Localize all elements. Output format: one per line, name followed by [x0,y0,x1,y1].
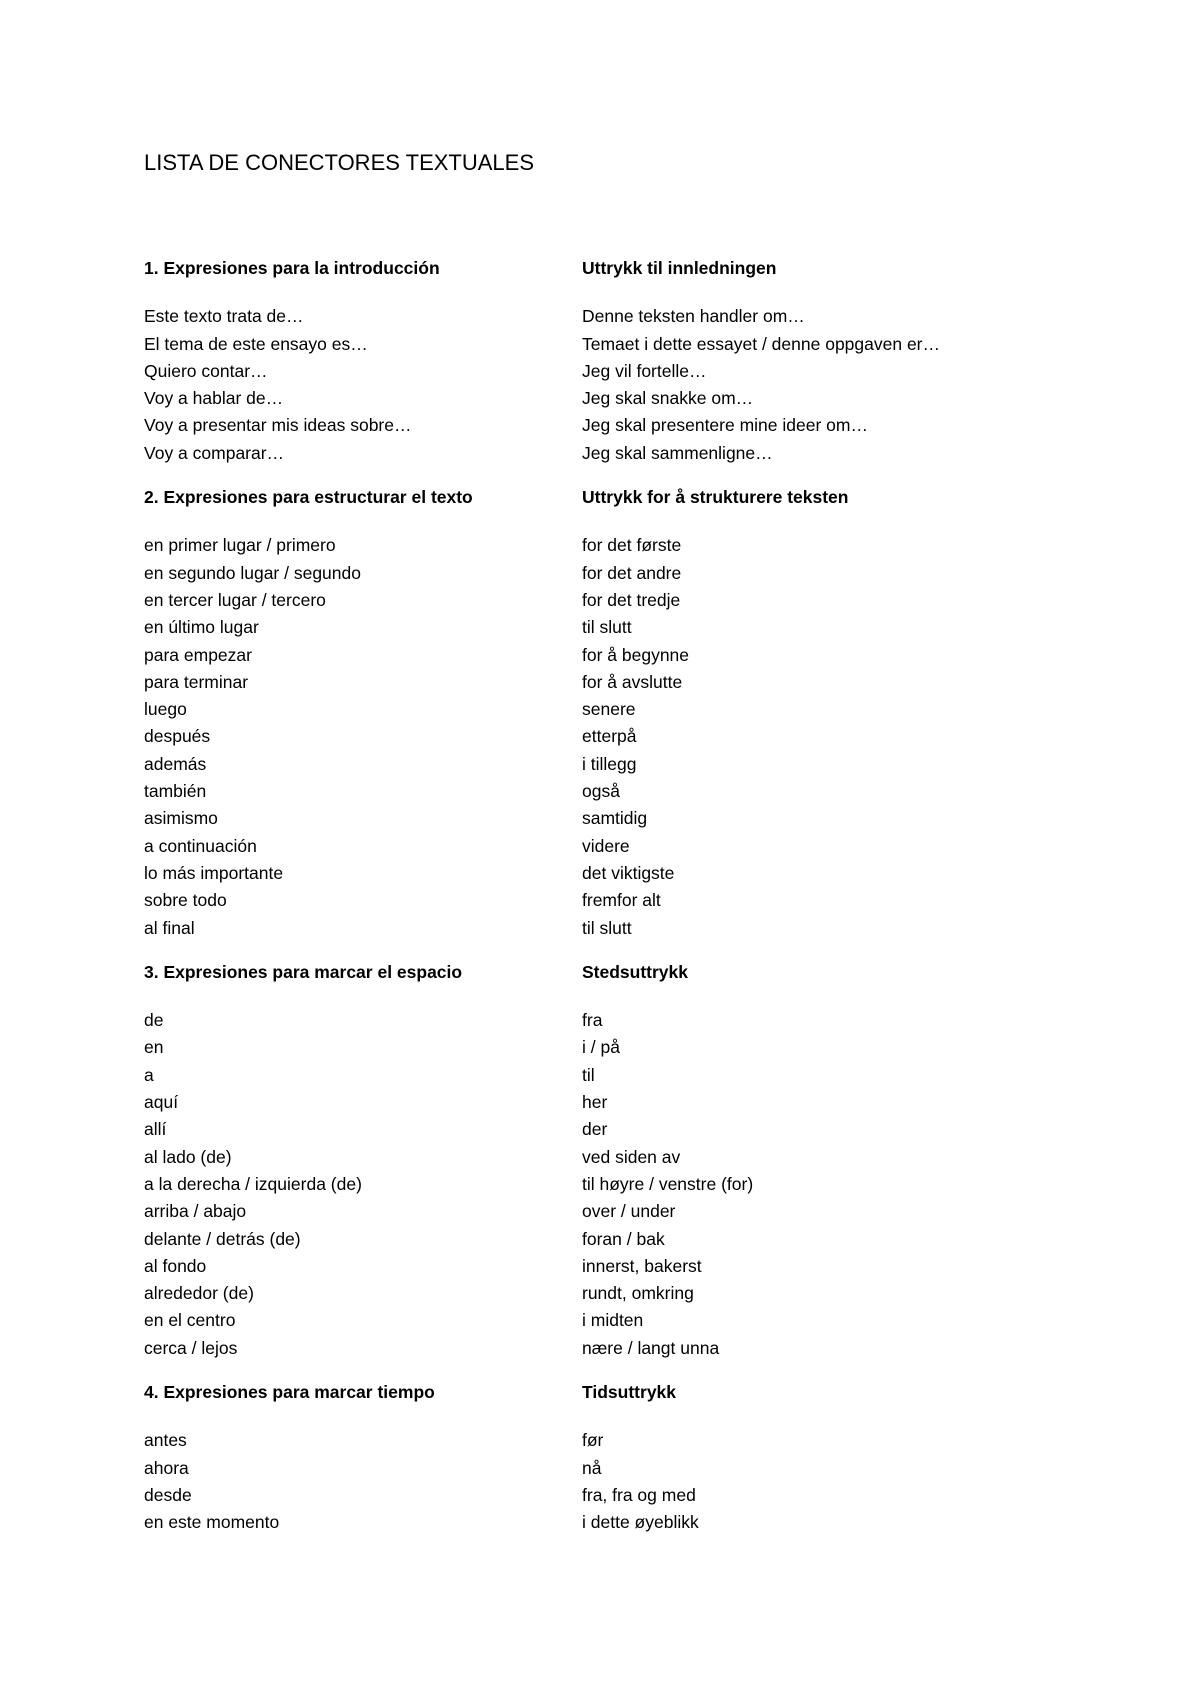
section-3 [144,959,1144,1362]
connector-spanish: al lado (de) [144,1146,232,1167]
connector-norwegian: videre [582,835,630,856]
section-heading-spanish: 2. Expresiones para estructurar el texto [144,487,473,508]
connector-spanish: a continuación [144,835,257,856]
connector-norwegian: etterpå [582,726,637,747]
connector-norwegian: Denne teksten handler om… [582,306,805,327]
connector-norwegian: for å begynne [582,644,690,665]
connector-norwegian: for å avslutte [582,671,683,692]
connector-spanish: Este texto trata de… [144,306,304,327]
connector-spanish: al fondo [144,1255,207,1276]
connector-spanish: El tema de este ensayo es… [144,333,368,354]
connector-norwegian: innerst, bakerst [582,1255,702,1276]
connector-norwegian: Jeg skal presentere mine ideer om… [582,415,868,436]
connector-spanish: en [144,1037,164,1058]
connector-row [144,1144,1144,1171]
connector-row [144,860,1144,887]
connector-norwegian: over / under [582,1201,676,1222]
connector-norwegian: fra, fra og med [582,1484,696,1505]
connector-row [144,1116,1144,1143]
connector-spanish: Voy a hablar de… [144,388,284,409]
connector-row [144,532,1144,559]
connector-row [144,331,1144,358]
connector-spanish: en tercer lugar / tercero [144,589,326,610]
section-heading-norwegian: Tidsuttrykk [582,1381,677,1402]
connector-row [144,915,1144,942]
connector-row [144,560,1144,587]
connector-norwegian: Jeg vil fortelle… [582,360,707,381]
section-4 [144,1379,1144,1536]
connector-spanish: antes [144,1430,187,1451]
connector-row [144,1427,1144,1454]
connector-norwegian: rundt, omkring [582,1283,694,1304]
connector-row [144,751,1144,778]
connector-norwegian: for det tredje [582,589,681,610]
section-heading-norwegian: Uttrykk til innledningen [582,258,777,278]
connector-row [144,358,1144,385]
connector-norwegian: i dette øyeblikk [582,1512,699,1533]
section-heading-row [144,255,1144,282]
connector-row [144,1198,1144,1225]
connector-row [144,1007,1144,1034]
connector-norwegian: for det første [582,535,682,556]
connector-norwegian: i tillegg [582,753,637,774]
connector-sections [144,255,1144,1553]
connector-spanish: a la derecha / izquierda (de) [144,1173,362,1194]
connector-row [144,642,1144,669]
connector-spanish: luego [144,699,187,720]
connector-row [144,1089,1144,1116]
connector-row [144,1509,1144,1536]
connector-row [144,805,1144,832]
connector-spanish: cerca / lejos [144,1337,238,1358]
connector-norwegian: til slutt [582,917,632,938]
connector-norwegian: ved siden av [582,1146,681,1167]
section-2 [144,484,1144,942]
section-heading-norwegian: Uttrykk for å strukturere teksten [582,487,849,508]
connector-row [144,1307,1144,1334]
connector-spanish: aquí [144,1092,179,1113]
connector-spanish: arriba / abajo [144,1201,247,1222]
connector-spanish: a [144,1064,154,1085]
connector-norwegian: fremfor alt [582,890,661,911]
connector-norwegian: nå [582,1457,602,1478]
connector-spanish: en segundo lugar / segundo [144,562,361,583]
connector-norwegian: også [582,781,620,802]
connector-spanish: además [144,753,207,774]
connector-spanish: Voy a comparar… [144,442,285,463]
connector-row [144,887,1144,914]
connector-spanish: en último lugar [144,617,259,638]
connector-norwegian: det viktigste [582,862,675,883]
connector-row [144,614,1144,641]
connector-norwegian: Jeg skal snakke om… [582,388,754,409]
connector-row [144,1253,1144,1280]
section-heading-spanish: 1. Expresiones para la introducción [144,258,440,278]
connector-spanish: al final [144,917,195,938]
connector-spanish: en este momento [144,1512,280,1533]
connector-spanish: en el centro [144,1310,236,1331]
connector-row [144,1280,1144,1307]
connector-norwegian: Jeg skal sammenligne… [582,442,773,463]
connector-row [144,385,1144,412]
connector-norwegian: i / på [582,1037,620,1058]
document-title: LISTA DE CONECTORES TEXTUALES [144,150,534,175]
section-heading-row [144,484,1144,511]
connector-norwegian: til slutt [582,617,632,638]
connector-norwegian: samtidig [582,808,648,829]
connector-norwegian: før [582,1430,604,1451]
connector-spanish: desde [144,1484,192,1505]
connector-norwegian: fra [582,1010,603,1031]
connector-norwegian: i midten [582,1310,644,1331]
connector-row [144,1062,1144,1089]
connector-spanish: para empezar [144,644,252,665]
connector-row [144,833,1144,860]
connector-row [144,1171,1144,1198]
connector-row [144,412,1144,439]
connector-spanish: delante / detrás (de) [144,1228,301,1249]
connector-spanish: asimismo [144,808,218,829]
connector-norwegian: nære / langt unna [582,1337,720,1358]
section-heading-spanish: 4. Expresiones para marcar tiempo [144,1381,435,1402]
connector-row [144,1335,1144,1362]
connector-norwegian: foran / bak [582,1228,665,1249]
connector-row [144,778,1144,805]
connector-norwegian: for det andre [582,562,682,583]
connector-spanish: Voy a presentar mis ideas sobre… [144,415,412,436]
connector-row [144,696,1144,723]
connector-spanish: Quiero contar… [144,360,268,381]
connector-norwegian: til høyre / venstre (for) [582,1173,754,1194]
connector-row [144,587,1144,614]
connector-norwegian: der [582,1119,608,1140]
connector-row [144,723,1144,750]
connector-spanish: de [144,1010,164,1031]
section-1 [144,255,1144,467]
connector-spanish: lo más importante [144,862,284,883]
section-heading-row [144,1379,1144,1406]
section-heading-norwegian: Stedsuttrykk [582,961,689,982]
connector-row [144,1455,1144,1482]
section-heading-spanish: 3. Expresiones para marcar el espacio [144,961,463,982]
connector-norwegian: til [582,1064,595,1085]
connector-norwegian: Temaet i dette essayet / denne oppgaven er… [582,333,941,354]
connector-spanish: para terminar [144,671,249,692]
connector-row [144,1482,1144,1509]
connector-norwegian: her [582,1092,608,1113]
connector-spanish: después [144,726,211,747]
connector-row [144,669,1144,696]
connector-norwegian: senere [582,699,636,720]
connector-row [144,1034,1144,1061]
section-heading-row [144,959,1144,986]
connector-row [144,303,1144,330]
connector-spanish: alrededor (de) [144,1283,254,1304]
connector-row [144,440,1144,467]
connector-spanish: ahora [144,1457,189,1478]
connector-spanish: en primer lugar / primero [144,535,336,556]
connector-spanish: allí [144,1119,167,1140]
connector-row [144,1226,1144,1253]
connector-spanish: también [144,781,207,802]
connector-spanish: sobre todo [144,890,227,911]
